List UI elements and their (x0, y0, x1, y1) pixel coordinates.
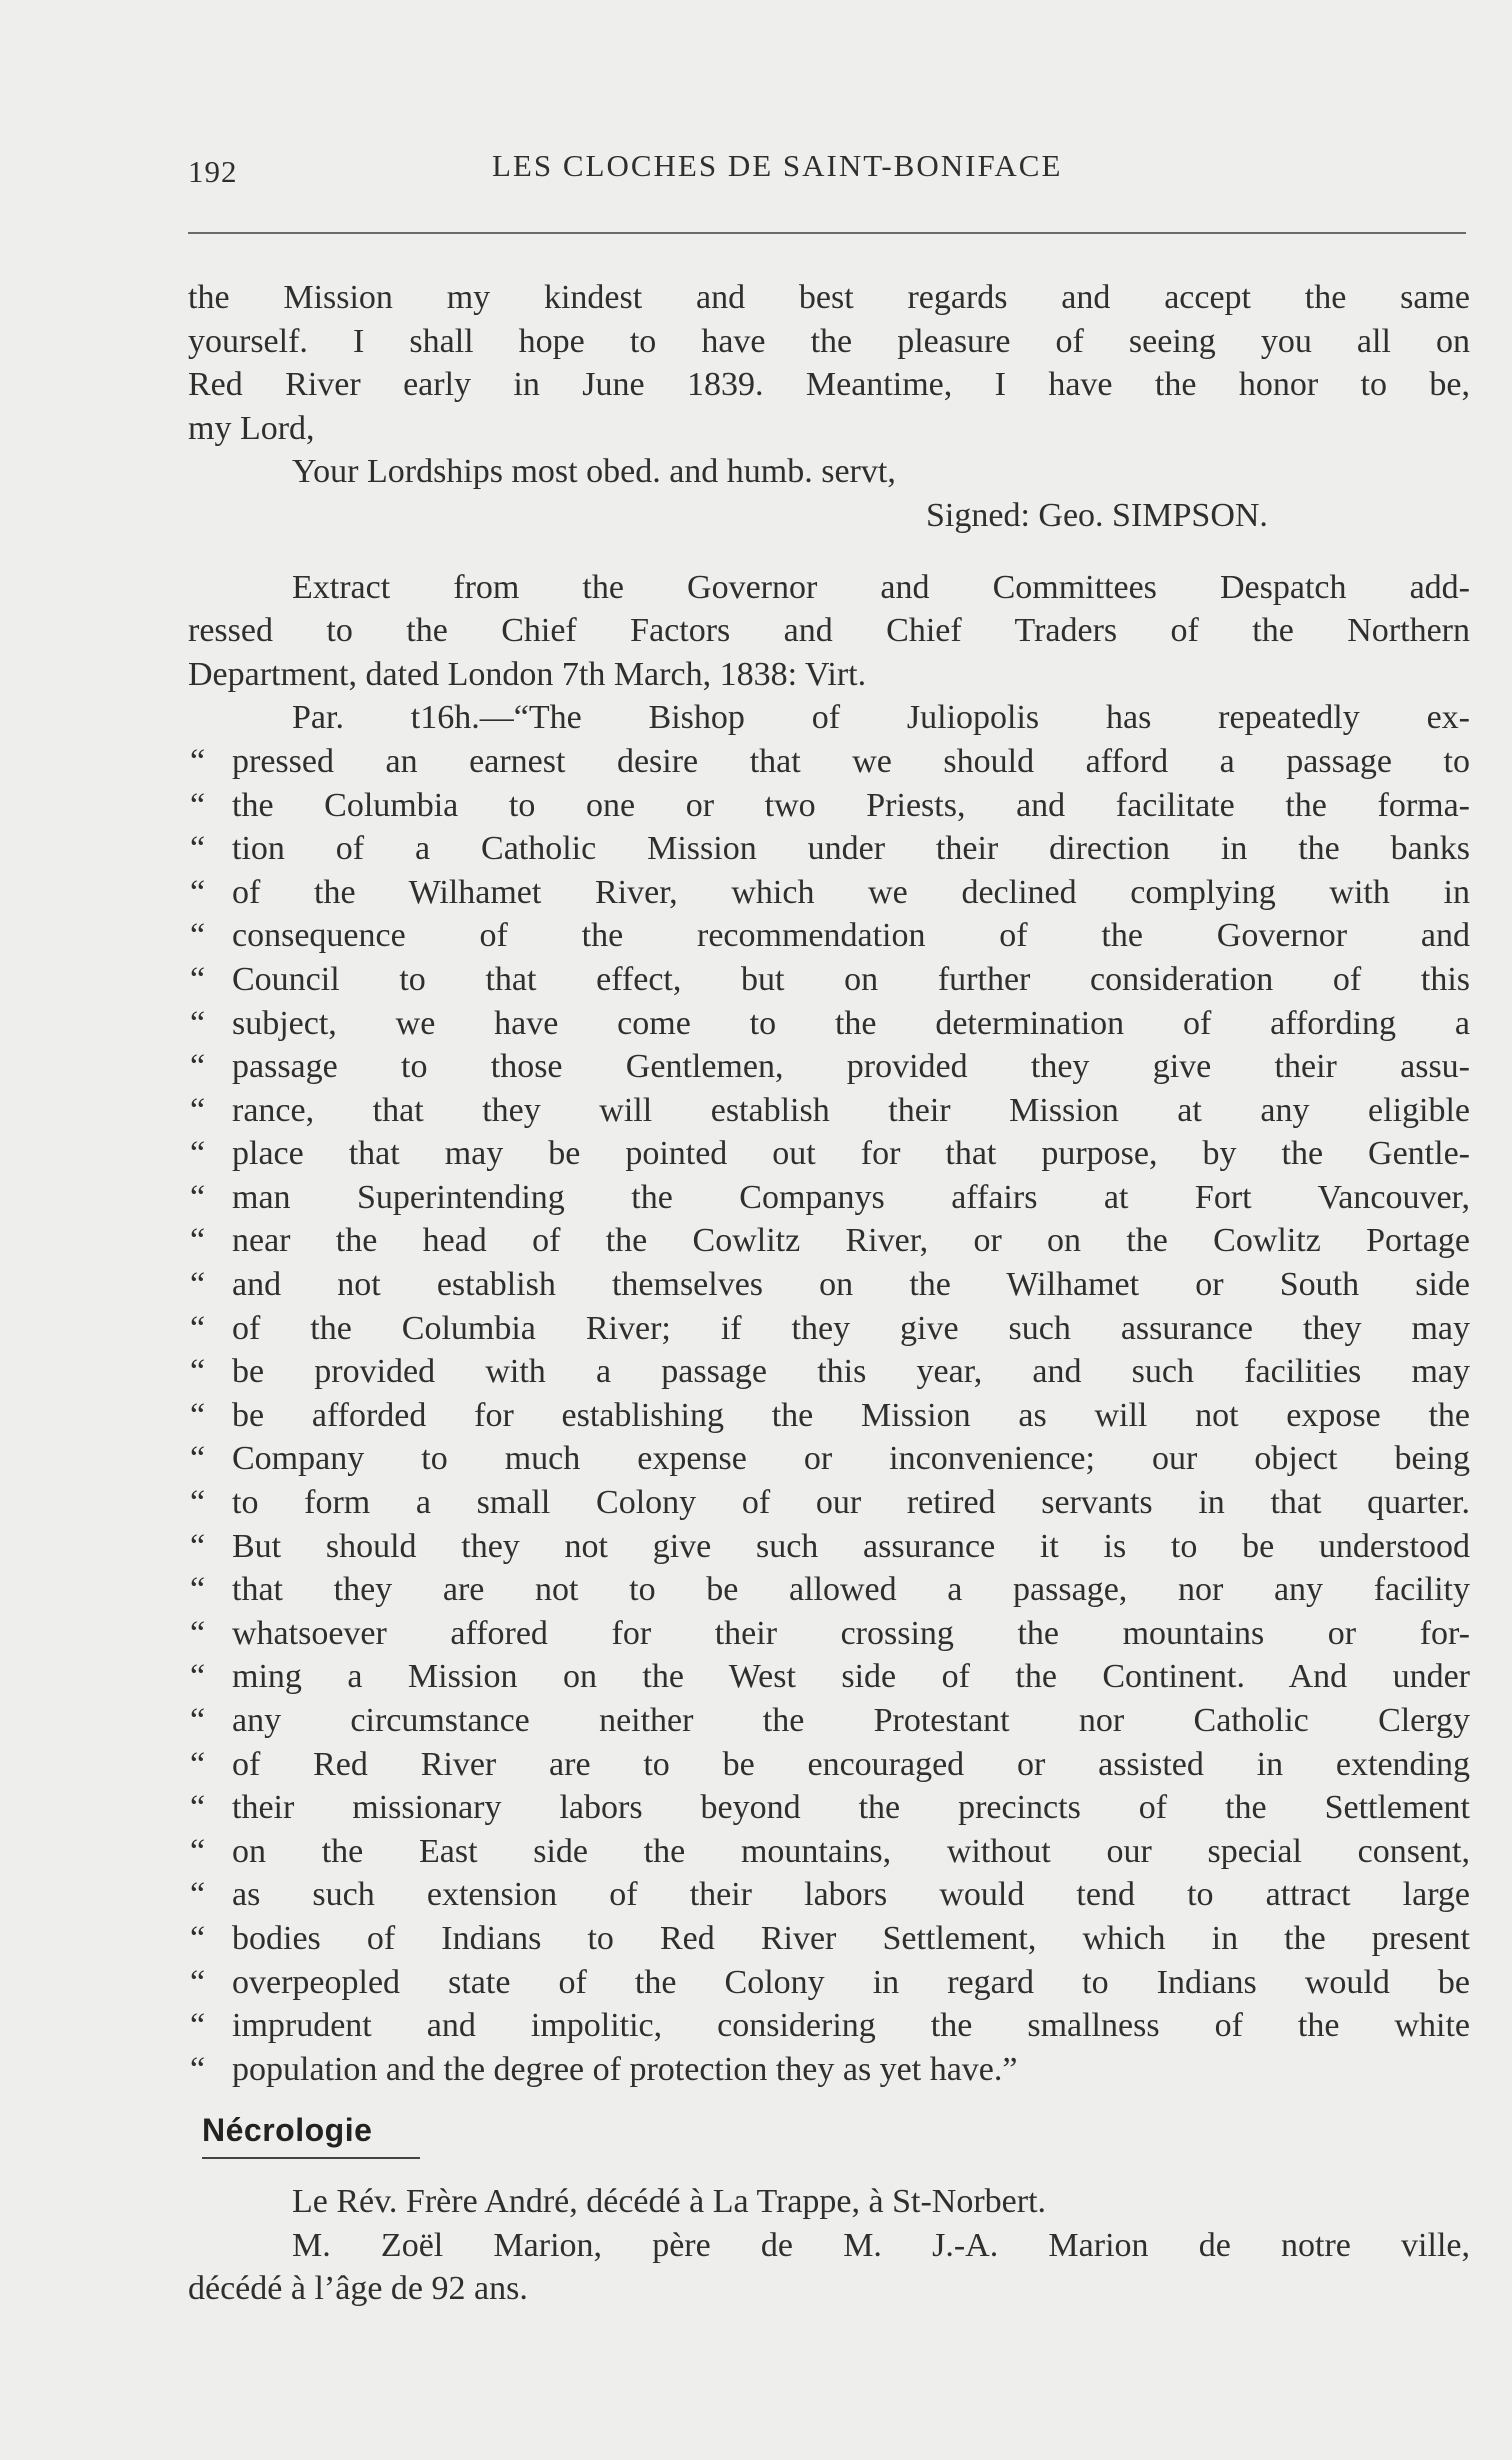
quote-mark: “ (190, 1309, 206, 1347)
quote-line (188, 1743, 1470, 1787)
quote-line (188, 1307, 1470, 1351)
quote-line (188, 2004, 1470, 2048)
paragraph-gap (188, 538, 1470, 566)
quote-text: subject, we have come to the determination of affording a (232, 1004, 1470, 1042)
text-line: yourself. I shall hope to have the pleasure of seeing you all on (188, 322, 1470, 360)
quote-text: population and the degree of protection they as yet have.” (232, 2050, 1018, 2088)
quote-mark: “ (190, 1178, 206, 1216)
quote-line (188, 827, 1470, 871)
quote-line (188, 1612, 1470, 1656)
necrologie-text (188, 2180, 1470, 2311)
quote-line (188, 1219, 1470, 1263)
quote-mark: “ (190, 1266, 206, 1304)
quote-mark: “ (190, 1004, 206, 1042)
text-line: ressed to the Chief Factors and Chief Traders of the Northern (188, 612, 1470, 650)
text-line: Department, dated London 7th March, 1838: Virt. (188, 655, 867, 693)
quote-text: and not establish themselves on the Wilhamet or South side (232, 1266, 1470, 1304)
quote-mark: “ (190, 960, 206, 998)
quote-text: whatsoever affored for their crossing the mountains or for- (232, 1614, 1470, 1652)
page-header (188, 148, 1466, 192)
quote-mark: “ (190, 1484, 206, 1522)
quote-mark: “ (190, 1135, 206, 1173)
quote-text: as such extension of their labors would tend to attract large (232, 1876, 1470, 1914)
text-line: my Lord, (188, 409, 315, 447)
quote-text: Council to that effect, but on further consideration of this (232, 960, 1470, 998)
quote-text: tion of a Catholic Mission under their direction in the banks (232, 830, 1470, 868)
quote-mark: “ (190, 1091, 206, 1129)
quote-line (188, 1525, 1470, 1569)
quote-line (188, 1873, 1470, 1917)
quote-mark: “ (190, 742, 206, 780)
quote-line (188, 1437, 1470, 1481)
quote-line (188, 958, 1470, 1002)
quote-text: to form a small Colony of our retired servants in that quarter. (232, 1484, 1470, 1522)
quote-text: of the Columbia River; if they give such assurance they may (232, 1309, 1470, 1347)
quote-mark: “ (190, 1963, 206, 2001)
quote-text: Company to much expense or inconvenience; our object being (232, 1440, 1470, 1478)
quote-text: bodies of Indians to Red River Settlement, which in the present (232, 1919, 1470, 1957)
page-number: 192 (188, 154, 238, 189)
quote-mark: “ (190, 873, 206, 911)
quote-text: place that may be pointed out for that purpose, by the Gentle- (232, 1135, 1470, 1173)
quote-text: consequence of the recommendation of the Governor and (232, 917, 1470, 955)
running-title: LES CLOCHES DE SAINT-BONIFACE (492, 148, 1063, 183)
quote-text: man Superintending the Companys affairs at Fort Vancouver, (232, 1178, 1470, 1216)
header-divider (188, 232, 1466, 234)
quote-text: any circumstance neither the Protestant nor Catholic Clergy (232, 1702, 1470, 1739)
quote-mark: “ (190, 1396, 206, 1434)
quote-line (188, 1830, 1470, 1874)
quote-mark: “ (190, 1919, 206, 1957)
quote-mark: “ (190, 1658, 206, 1696)
quote-mark: “ (190, 1440, 206, 1478)
quote-mark: “ (190, 1527, 206, 1565)
quote-text: the Columbia to one or two Priests, and facilitate the forma- (232, 786, 1470, 824)
section-heading: Nécrologie (202, 2112, 373, 2148)
text-line: the Mission my kindest and best regards and accept the same (188, 279, 1470, 316)
text-line: Red River early in June 1839. Meantime, I have the honor to be, (188, 366, 1470, 404)
text-line: décédé à l’âge de 92 ans. (188, 2270, 528, 2308)
quote-text: be afforded for establishing the Mission as will not expose the (232, 1396, 1470, 1434)
quote-line (188, 1655, 1470, 1699)
quote-line (188, 1394, 1470, 1438)
quote-text: rance, that they will establish their Mission at any eligible (232, 1091, 1470, 1129)
quote-line (188, 1786, 1470, 1830)
quote-line (188, 740, 1470, 784)
quote-line (188, 784, 1470, 828)
quote-text: on the East side the mountains, without our special consent, (232, 1832, 1470, 1870)
quote-mark: “ (190, 1222, 206, 1260)
quote-mark: “ (190, 1571, 206, 1609)
letter-closing: Your Lordships most obed. and humb. servt, (292, 453, 896, 491)
quote-line (188, 914, 1470, 958)
text-line: Le Rév. Frère André, décédé à La Trappe, à St-Norbert. (292, 2183, 1047, 2220)
quote-mark: “ (190, 917, 206, 955)
quote-text: their missionary labors beyond the precincts of the Settlement (232, 1789, 1470, 1827)
quote-line (188, 1961, 1470, 2005)
quote-line (188, 1002, 1470, 1046)
necrologie-section (202, 2112, 420, 2159)
quote-mark: “ (190, 1745, 206, 1783)
text-line: Extract from the Governor and Committees Despatch add- (292, 568, 1470, 606)
quote-text: pressed an earnest desire that we should afford a passage to (232, 742, 1470, 780)
quote-text: passage to those Gentlemen, provided they give their assu- (232, 1048, 1470, 1086)
main-text (188, 276, 1470, 2091)
quote-mark: “ (190, 1876, 206, 1914)
quote-line (188, 871, 1470, 915)
quote-mark: “ (190, 1832, 206, 1870)
quote-text: that they are not to be allowed a passage, nor any facility (232, 1571, 1470, 1609)
quote-text: be provided with a passage this year, and such facilities may (232, 1353, 1470, 1391)
quote-mark: “ (190, 1353, 206, 1391)
quote-mark: “ (190, 2007, 206, 2045)
quote-mark: “ (190, 1048, 206, 1086)
quote-line (188, 1481, 1470, 1525)
quote-text: of Red River are to be encouraged or assisted in extending (232, 1745, 1470, 1783)
quote-mark: “ (190, 786, 206, 824)
heading-underline (202, 2157, 420, 2159)
quote-mark: “ (190, 830, 206, 868)
quote-line (188, 1176, 1470, 1220)
quote-line (188, 1350, 1470, 1394)
quote-line (188, 1132, 1470, 1176)
quote-line (188, 2048, 1470, 2092)
quote-mark: “ (190, 1614, 206, 1652)
quote-text: But should they not give such assurance it is to be understood (232, 1527, 1470, 1565)
quoted-passage (188, 740, 1470, 2091)
quote-text: ming a Mission on the West side of the Continent. And under (232, 1658, 1470, 1696)
quote-line (188, 1568, 1470, 1612)
quote-line (188, 1045, 1470, 1089)
quote-text: of the Wilhamet River, which we declined complying with in (232, 873, 1470, 911)
text-line: M. Zoël Marion, père de M. J.-A. Marion de notre ville, (292, 2226, 1470, 2264)
quote-line (188, 1089, 1470, 1133)
quote-line (188, 1917, 1470, 1961)
quote-text: near the head of the Cowlitz River, or on the Cowlitz Portage (232, 1222, 1470, 1260)
quote-text: overpeopled state of the Colony in regard to Indians would be (232, 1963, 1470, 2001)
quote-mark: “ (190, 1789, 206, 1827)
quote-mark: “ (190, 2050, 206, 2088)
letter-signature: Signed: Geo. SIMPSON. (926, 496, 1268, 534)
quote-mark: “ (190, 1702, 206, 1739)
quote-line (188, 1699, 1470, 1743)
text-line: Par. t16h.—“The Bishop of Juliopolis has repeatedly ex- (292, 699, 1470, 737)
quote-line (188, 1263, 1470, 1307)
quote-text: imprudent and impolitic, considering the smallness of the white (232, 2007, 1470, 2045)
